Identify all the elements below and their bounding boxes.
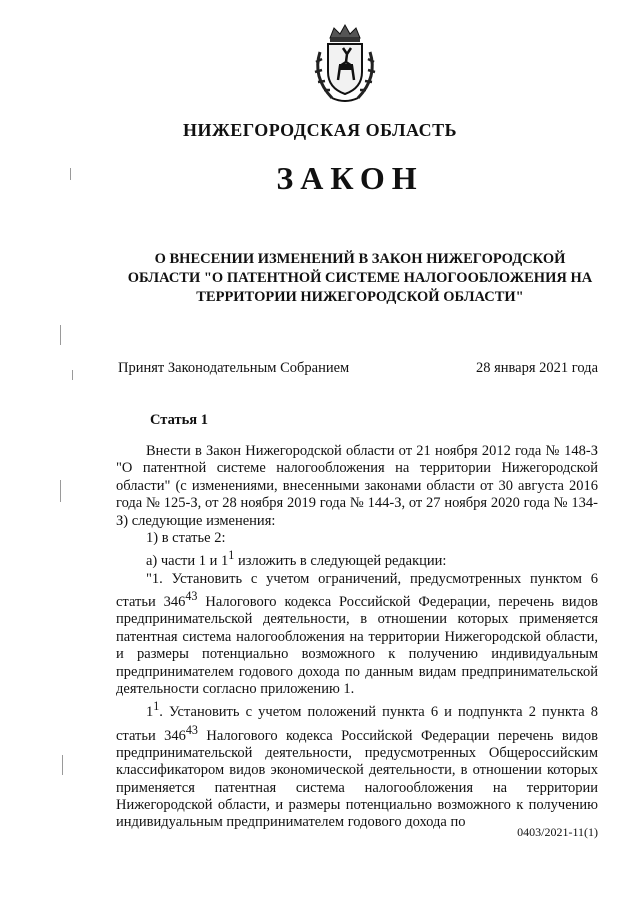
- scan-mark: [72, 370, 73, 380]
- adoption-line: [118, 360, 598, 377]
- document-type: ЗАКОН: [276, 160, 424, 196]
- paragraph: $1^1$. Установить с учетом положений пункта 6 и подпункта 2 пункта 8 статьи $346^{43}$ Налогового кодекса Российской Федерации перечень видов предпринимательской деятельности, предусмотренных Общероссийским классификатором видов экономической деятельности, в отношении которых применяется патентная система налогообложения на территории Нижегородской области, и размеры потенциально возможного к получению индивидуальным предпринимателем годового дохода по: [116, 699, 598, 831]
- scan-mark: [70, 168, 71, 180]
- article-body: [116, 443, 598, 832]
- paragraph: а) части 1 и $1^1$ изложить в следующей редакции:: [146, 548, 447, 570]
- paragraph: 1) в статье 2:: [146, 530, 226, 547]
- adopted-by: Принят Законодательным Собранием: [118, 360, 350, 376]
- region-name: НИЖЕГОРОДСКАЯ ОБЛАСТЬ: [182, 120, 458, 140]
- document-code: 0403/2021-11(1): [517, 825, 598, 839]
- coat-of-arms-icon: [310, 22, 380, 104]
- scan-mark: [60, 480, 61, 502]
- law-title: О ВНЕСЕНИИ ИЗМЕНЕНИЙ В ЗАКОН НИЖЕГОРОДСКОЙ ОБЛАСТИ "О ПАТЕНТНОЙ СИСТЕМЕ НАЛОГООБЛОЖЕНИЯ НА ТЕРРИТОРИИ НИЖЕГОРОДСКОЙ ОБЛАСТИ": [127, 251, 593, 305]
- adoption-date: 28 января 2021 года: [475, 360, 598, 376]
- scan-mark: [62, 755, 63, 775]
- article-heading: Статья 1: [150, 412, 208, 428]
- paragraph: Внести в Закон Нижегородской области от 21 ноября 2012 года № 148-З "О патентной системе налогообложения на территории Нижегородской области" (с изменениями, внесенными законами области от 30 августа 2016 года № 125-З, от 28 ноября 2019 года № 144-З, от 27 ноября 2020 года № 134-З) следующие изменения:: [116, 443, 598, 529]
- scan-mark: [60, 325, 61, 345]
- paragraph: "1. Установить с учетом ограничений, предусмотренных пунктом 6 статьи $346^{43}$ Налогового кодекса Российской Федерации, перечень видов предпринимательской деятельности, в отношении которых применяется патентная система налогообложения на территории Нижегородской области, и размеры потенциально возможного к получению индивидуальным предпринимателем годового дохода по данным видам предпринимательской деятельности согласно приложению 1.: [116, 570, 598, 697]
